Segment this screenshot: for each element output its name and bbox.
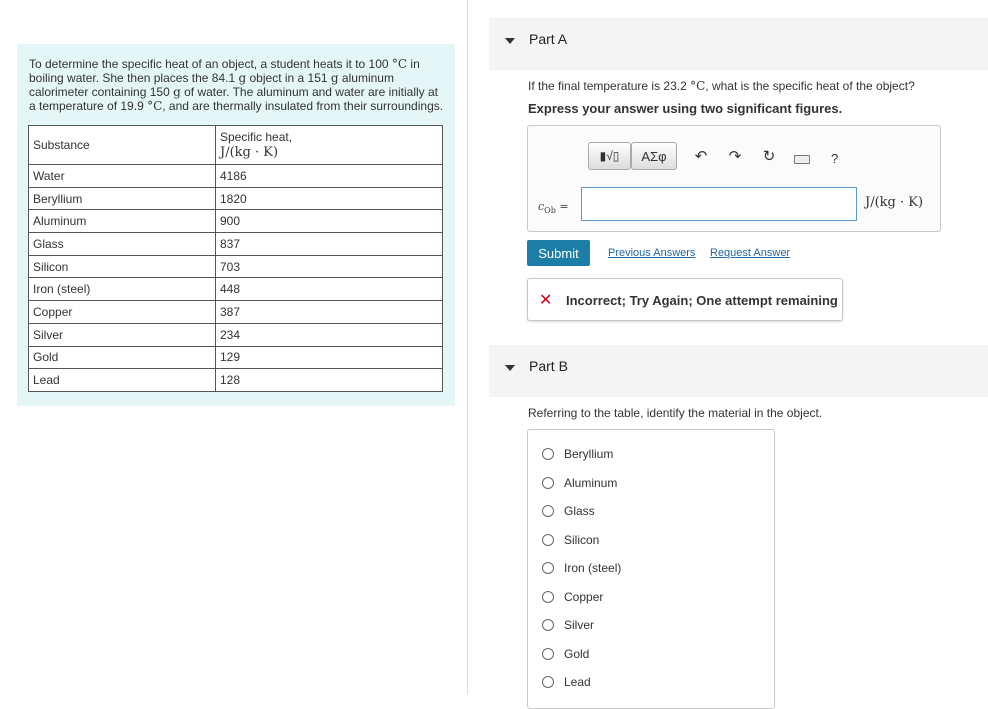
greek-symbols-button[interactable] <box>631 142 677 170</box>
table-row <box>29 278 443 301</box>
templates-icon: ▮√▯ <box>599 149 620 163</box>
part-b-question: Referring to the table, identify the material in the object. <box>528 406 823 420</box>
panel-divider <box>467 0 468 694</box>
option-label: Copper <box>564 589 604 604</box>
problem-intro-panel <box>17 44 455 406</box>
radio-button[interactable] <box>542 477 554 489</box>
header-units: J/(kg · K) <box>220 145 279 160</box>
radio-button[interactable] <box>542 534 554 546</box>
specific-heat-cell: 234 <box>216 323 443 346</box>
radio-button[interactable] <box>542 676 554 688</box>
material-options <box>527 429 775 709</box>
specific-heat-cell: 1820 <box>216 187 443 210</box>
header-specific-heat <box>216 126 443 165</box>
radio-button[interactable] <box>542 562 554 574</box>
answer-box <box>527 125 941 232</box>
table-row <box>29 187 443 210</box>
specific-heat-cell: 837 <box>216 233 443 256</box>
option-label: Aluminum <box>564 475 618 490</box>
radio-button[interactable] <box>542 505 554 517</box>
table-header-row <box>29 126 443 165</box>
table-row <box>29 165 443 188</box>
answer-input[interactable] <box>581 187 857 221</box>
incorrect-icon: ✕ <box>539 292 553 309</box>
radio-button[interactable] <box>542 648 554 660</box>
option-lead[interactable] <box>542 674 591 690</box>
part-b-title: Part B <box>529 358 568 374</box>
option-silver[interactable] <box>542 617 594 633</box>
option-copper[interactable] <box>542 589 603 605</box>
option-label: Lead <box>564 675 591 689</box>
keyboard-icon[interactable] <box>794 155 810 164</box>
header-specific-heat-label: Specific heat, <box>220 130 293 144</box>
option-label: Glass <box>564 504 595 518</box>
reset-icon[interactable]: ↻ <box>762 148 776 165</box>
substance-cell: Copper <box>29 301 216 324</box>
table-row <box>29 210 443 233</box>
specific-heat-cell: 128 <box>216 369 443 392</box>
table-row <box>29 323 443 346</box>
substance-cell: Silicon <box>29 255 216 278</box>
table-row <box>29 369 443 392</box>
templates-button[interactable] <box>588 142 631 170</box>
substance-cell: Water <box>29 165 216 188</box>
specific-heat-cell: 900 <box>216 210 443 233</box>
request-answer-link[interactable]: Request Answer <box>710 247 791 259</box>
part-a-header[interactable] <box>489 18 988 70</box>
substance-cell: Glass <box>29 233 216 256</box>
table-row <box>29 301 443 324</box>
option-label: Silicon <box>564 532 600 547</box>
caret-down-icon <box>505 365 515 371</box>
feedback-message <box>527 278 843 321</box>
option-label: Iron (steel) <box>564 561 622 575</box>
substance-cell: Iron (steel) <box>29 278 216 301</box>
problem-statement: To determine the specific heat of an object, a student heats it to 100 °C in boiling water. She then places the 84.1 g object in a 151 g aluminum calorimeter containing 150 g of water. The aluminum and water are initially at a temperature of 19.9 °C, and are thermally insulated from their surroundings. <box>29 57 444 113</box>
caret-down-icon <box>505 38 515 44</box>
header-substance: Substance <box>29 126 216 165</box>
specific-heat-cell: 387 <box>216 301 443 324</box>
substance-cell: Beryllium <box>29 187 216 210</box>
option-aluminum[interactable] <box>542 475 617 491</box>
table-row <box>29 255 443 278</box>
previous-answers-link[interactable]: Previous Answers <box>608 247 696 259</box>
option-glass[interactable] <box>542 503 595 519</box>
specific-heat-cell: 703 <box>216 255 443 278</box>
specific-heat-cell: 4186 <box>216 165 443 188</box>
option-beryllium[interactable] <box>542 446 613 462</box>
specific-heat-cell: 448 <box>216 278 443 301</box>
redo-icon[interactable]: ↷ <box>728 148 742 165</box>
feedback-text: Incorrect; Try Again; One attempt remaining <box>566 293 838 308</box>
part-a-question: If the final temperature is 23.2 °C, what is the specific heat of the object? <box>528 79 915 93</box>
specific-heat-table <box>28 125 443 392</box>
option-gold[interactable] <box>542 646 589 662</box>
part-a-instruction: Express your answer using two significant figures. <box>528 101 843 116</box>
substance-cell: Gold <box>29 346 216 369</box>
radio-button[interactable] <box>542 619 554 631</box>
radio-button[interactable] <box>542 591 554 603</box>
substance-cell: Silver <box>29 323 216 346</box>
option-label: Beryllium <box>564 447 614 461</box>
option-silicon[interactable] <box>542 532 599 548</box>
substance-cell: Lead <box>29 369 216 392</box>
part-a-title: Part A <box>529 31 568 47</box>
option-iron-steel[interactable] <box>542 560 621 576</box>
undo-icon[interactable]: ↶ <box>694 148 708 165</box>
greek-symbols-icon: ΑΣφ <box>641 148 667 164</box>
table-row <box>29 346 443 369</box>
substance-cell: Aluminum <box>29 210 216 233</box>
specific-heat-cell: 129 <box>216 346 443 369</box>
part-b-header[interactable] <box>489 345 988 397</box>
table-row <box>29 233 443 256</box>
option-label: Silver <box>564 618 595 632</box>
submit-button[interactable]: Submit <box>527 240 590 266</box>
answer-variable-label: $c_{Ob}$ = <box>538 200 569 216</box>
table-body <box>29 165 443 392</box>
radio-button[interactable] <box>542 448 554 460</box>
help-icon[interactable]: ? <box>831 151 839 166</box>
answer-units: J/(kg · K) <box>865 195 924 210</box>
option-label: Gold <box>564 646 590 661</box>
